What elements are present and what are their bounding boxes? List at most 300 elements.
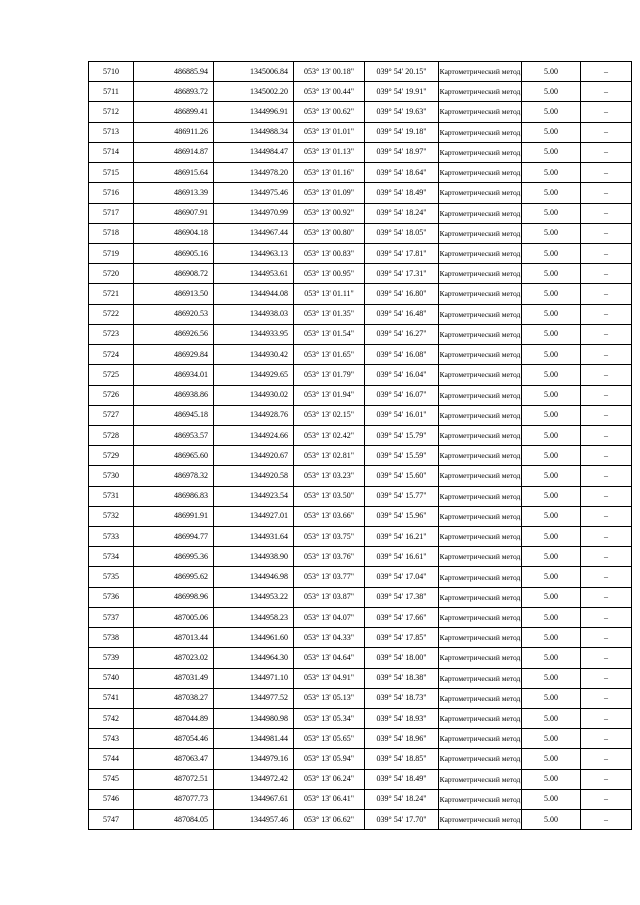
table-row: [89, 365, 632, 385]
accuracy-cell: 5.00: [522, 749, 581, 769]
latitude-cell: 053° 13' 02.42": [294, 425, 365, 445]
longitude-cell: 039° 54' 18.38": [365, 668, 439, 688]
note-cell: –: [581, 709, 632, 729]
longitude-cell: 039° 54' 15.77": [365, 486, 439, 506]
x-coordinate-cell: 486908.72: [134, 264, 214, 284]
longitude-cell: 039° 54' 16.80": [365, 284, 439, 304]
note-cell: –: [581, 810, 632, 830]
latitude-cell: 053° 13' 01.94": [294, 385, 365, 405]
x-coordinate-cell: 486938.86: [134, 385, 214, 405]
y-coordinate-cell: 1344963.13: [214, 243, 294, 263]
accuracy-cell: 5.00: [522, 385, 581, 405]
y-coordinate-cell: 1344977.52: [214, 688, 294, 708]
table-row: [89, 567, 632, 587]
method-cell: Картометрический метод: [439, 446, 522, 466]
x-coordinate-cell: 487023.02: [134, 648, 214, 668]
method-cell: Картометрический метод: [439, 668, 522, 688]
accuracy-cell: 5.00: [522, 425, 581, 445]
x-coordinate-cell: 487054.46: [134, 729, 214, 749]
coordinates-table: [88, 61, 632, 830]
latitude-cell: 053° 13' 00.44": [294, 82, 365, 102]
y-coordinate-cell: 1344928.76: [214, 405, 294, 425]
note-cell: –: [581, 223, 632, 243]
latitude-cell: 053° 13' 04.91": [294, 668, 365, 688]
method-cell: Картометрический метод: [439, 82, 522, 102]
x-coordinate-cell: 486986.83: [134, 486, 214, 506]
longitude-cell: 039° 54' 16.07": [365, 385, 439, 405]
x-coordinate-cell: 486920.53: [134, 304, 214, 324]
x-coordinate-cell: 486978.32: [134, 466, 214, 486]
y-coordinate-cell: 1344927.01: [214, 506, 294, 526]
accuracy-cell: 5.00: [522, 688, 581, 708]
y-coordinate-cell: 1344984.47: [214, 142, 294, 162]
method-cell: Картометрический метод: [439, 365, 522, 385]
y-coordinate-cell: 1344938.90: [214, 547, 294, 567]
x-coordinate-cell: 486934.01: [134, 365, 214, 385]
accuracy-cell: 5.00: [522, 183, 581, 203]
y-coordinate-cell: 1344961.60: [214, 628, 294, 648]
latitude-cell: 053° 13' 06.24": [294, 769, 365, 789]
table-row: [89, 547, 632, 567]
method-cell: Картометрический метод: [439, 709, 522, 729]
point-number-cell: 5735: [89, 567, 134, 587]
x-coordinate-cell: 487077.73: [134, 789, 214, 809]
point-number-cell: 5722: [89, 304, 134, 324]
table-row: [89, 749, 632, 769]
latitude-cell: 053° 13' 00.18": [294, 62, 365, 82]
y-coordinate-cell: 1344920.67: [214, 446, 294, 466]
longitude-cell: 039° 54' 18.24": [365, 203, 439, 223]
method-cell: Картометрический метод: [439, 243, 522, 263]
latitude-cell: 053° 13' 02.81": [294, 446, 365, 466]
accuracy-cell: 5.00: [522, 203, 581, 223]
note-cell: –: [581, 446, 632, 466]
y-coordinate-cell: 1344929.65: [214, 365, 294, 385]
y-coordinate-cell: 1344971.10: [214, 668, 294, 688]
table-row: [89, 223, 632, 243]
longitude-cell: 039° 54' 18.85": [365, 749, 439, 769]
longitude-cell: 039° 54' 18.93": [365, 709, 439, 729]
note-cell: –: [581, 769, 632, 789]
longitude-cell: 039° 54' 19.63": [365, 102, 439, 122]
table-row: [89, 203, 632, 223]
y-coordinate-cell: 1344930.42: [214, 345, 294, 365]
y-coordinate-cell: 1344924.66: [214, 425, 294, 445]
latitude-cell: 053° 13' 03.50": [294, 486, 365, 506]
latitude-cell: 053° 13' 04.64": [294, 648, 365, 668]
longitude-cell: 039° 54' 15.79": [365, 425, 439, 445]
accuracy-cell: 5.00: [522, 446, 581, 466]
accuracy-cell: 5.00: [522, 789, 581, 809]
accuracy-cell: 5.00: [522, 264, 581, 284]
table-row: [89, 486, 632, 506]
longitude-cell: 039° 54' 15.60": [365, 466, 439, 486]
longitude-cell: 039° 54' 18.97": [365, 142, 439, 162]
table-row: [89, 183, 632, 203]
latitude-cell: 053° 13' 06.41": [294, 789, 365, 809]
y-coordinate-cell: 1344988.34: [214, 122, 294, 142]
point-number-cell: 5742: [89, 709, 134, 729]
x-coordinate-cell: 487044.89: [134, 709, 214, 729]
accuracy-cell: 5.00: [522, 587, 581, 607]
accuracy-cell: 5.00: [522, 243, 581, 263]
method-cell: Картометрический метод: [439, 223, 522, 243]
latitude-cell: 053° 13' 00.92": [294, 203, 365, 223]
latitude-cell: 053° 13' 04.07": [294, 607, 365, 627]
accuracy-cell: 5.00: [522, 769, 581, 789]
latitude-cell: 053° 13' 00.95": [294, 264, 365, 284]
x-coordinate-cell: 487063.47: [134, 749, 214, 769]
point-number-cell: 5739: [89, 648, 134, 668]
point-number-cell: 5745: [89, 769, 134, 789]
y-coordinate-cell: 1344958.23: [214, 607, 294, 627]
point-number-cell: 5721: [89, 284, 134, 304]
point-number-cell: 5744: [89, 749, 134, 769]
table-row: [89, 385, 632, 405]
x-coordinate-cell: 486913.50: [134, 284, 214, 304]
method-cell: Картометрический метод: [439, 466, 522, 486]
table-row: [89, 264, 632, 284]
point-number-cell: 5716: [89, 183, 134, 203]
y-coordinate-cell: 1344953.61: [214, 264, 294, 284]
x-coordinate-cell: 486904.18: [134, 223, 214, 243]
table-row: [89, 122, 632, 142]
x-coordinate-cell: 486995.62: [134, 567, 214, 587]
method-cell: Картометрический метод: [439, 789, 522, 809]
table-row: [89, 729, 632, 749]
method-cell: Картометрический метод: [439, 142, 522, 162]
method-cell: Картометрический метод: [439, 486, 522, 506]
longitude-cell: 039° 54' 19.91": [365, 82, 439, 102]
y-coordinate-cell: 1344967.61: [214, 789, 294, 809]
latitude-cell: 053° 13' 01.54": [294, 324, 365, 344]
point-number-cell: 5710: [89, 62, 134, 82]
x-coordinate-cell: 486953.57: [134, 425, 214, 445]
method-cell: Картометрический метод: [439, 810, 522, 830]
longitude-cell: 039° 54' 17.38": [365, 587, 439, 607]
y-coordinate-cell: 1344967.44: [214, 223, 294, 243]
longitude-cell: 039° 54' 18.64": [365, 163, 439, 183]
x-coordinate-cell: 486905.16: [134, 243, 214, 263]
x-coordinate-cell: 486926.56: [134, 324, 214, 344]
note-cell: –: [581, 203, 632, 223]
y-coordinate-cell: 1344938.03: [214, 304, 294, 324]
table-row: [89, 668, 632, 688]
longitude-cell: 039° 54' 16.21": [365, 527, 439, 547]
longitude-cell: 039° 54' 16.61": [365, 547, 439, 567]
longitude-cell: 039° 54' 16.48": [365, 304, 439, 324]
x-coordinate-cell: 486998.96: [134, 587, 214, 607]
table-row: [89, 527, 632, 547]
x-coordinate-cell: 487084.05: [134, 810, 214, 830]
accuracy-cell: 5.00: [522, 62, 581, 82]
y-coordinate-cell: 1344930.02: [214, 385, 294, 405]
point-number-cell: 5734: [89, 547, 134, 567]
point-number-cell: 5736: [89, 587, 134, 607]
table-row: [89, 587, 632, 607]
point-number-cell: 5733: [89, 527, 134, 547]
table-row: [89, 324, 632, 344]
y-coordinate-cell: 1344979.16: [214, 749, 294, 769]
note-cell: –: [581, 749, 632, 769]
longitude-cell: 039° 54' 18.73": [365, 688, 439, 708]
table-row: [89, 345, 632, 365]
latitude-cell: 053° 13' 01.01": [294, 122, 365, 142]
latitude-cell: 053° 13' 03.66": [294, 506, 365, 526]
method-cell: Картометрический метод: [439, 425, 522, 445]
method-cell: Картометрический метод: [439, 405, 522, 425]
point-number-cell: 5713: [89, 122, 134, 142]
note-cell: –: [581, 243, 632, 263]
table-row: [89, 648, 632, 668]
longitude-cell: 039° 54' 15.59": [365, 446, 439, 466]
table-row: [89, 142, 632, 162]
latitude-cell: 053° 13' 00.80": [294, 223, 365, 243]
note-cell: –: [581, 345, 632, 365]
note-cell: –: [581, 324, 632, 344]
point-number-cell: 5720: [89, 264, 134, 284]
x-coordinate-cell: 487072.51: [134, 769, 214, 789]
y-coordinate-cell: 1344972.42: [214, 769, 294, 789]
method-cell: Картометрический метод: [439, 628, 522, 648]
latitude-cell: 053° 13' 03.23": [294, 466, 365, 486]
method-cell: Картометрический метод: [439, 648, 522, 668]
x-coordinate-cell: 487031.49: [134, 668, 214, 688]
latitude-cell: 053° 13' 05.34": [294, 709, 365, 729]
y-coordinate-cell: 1344978.20: [214, 163, 294, 183]
longitude-cell: 039° 54' 17.85": [365, 628, 439, 648]
longitude-cell: 039° 54' 15.96": [365, 506, 439, 526]
latitude-cell: 053° 13' 00.83": [294, 243, 365, 263]
method-cell: Картометрический метод: [439, 587, 522, 607]
longitude-cell: 039° 54' 17.66": [365, 607, 439, 627]
y-coordinate-cell: 1344970.99: [214, 203, 294, 223]
note-cell: –: [581, 163, 632, 183]
point-number-cell: 5712: [89, 102, 134, 122]
note-cell: –: [581, 688, 632, 708]
longitude-cell: 039° 54' 18.49": [365, 183, 439, 203]
latitude-cell: 053° 13' 01.13": [294, 142, 365, 162]
table-row: [89, 688, 632, 708]
point-number-cell: 5730: [89, 466, 134, 486]
point-number-cell: 5747: [89, 810, 134, 830]
latitude-cell: 053° 13' 03.76": [294, 547, 365, 567]
table-row: [89, 243, 632, 263]
note-cell: –: [581, 567, 632, 587]
method-cell: Картометрический метод: [439, 688, 522, 708]
x-coordinate-cell: 486965.60: [134, 446, 214, 466]
point-number-cell: 5719: [89, 243, 134, 263]
accuracy-cell: 5.00: [522, 365, 581, 385]
longitude-cell: 039° 54' 17.31": [365, 264, 439, 284]
method-cell: Картометрический метод: [439, 62, 522, 82]
latitude-cell: 053° 13' 03.77": [294, 567, 365, 587]
table-row: [89, 810, 632, 830]
accuracy-cell: 5.00: [522, 163, 581, 183]
x-coordinate-cell: 486885.94: [134, 62, 214, 82]
point-number-cell: 5717: [89, 203, 134, 223]
x-coordinate-cell: 486914.87: [134, 142, 214, 162]
method-cell: Картометрический метод: [439, 122, 522, 142]
point-number-cell: 5726: [89, 385, 134, 405]
method-cell: Картометрический метод: [439, 304, 522, 324]
longitude-cell: 039° 54' 16.08": [365, 345, 439, 365]
accuracy-cell: 5.00: [522, 486, 581, 506]
note-cell: –: [581, 365, 632, 385]
y-coordinate-cell: 1344920.58: [214, 466, 294, 486]
latitude-cell: 053° 13' 05.13": [294, 688, 365, 708]
accuracy-cell: 5.00: [522, 82, 581, 102]
table-row: [89, 769, 632, 789]
point-number-cell: 5740: [89, 668, 134, 688]
table-row: [89, 82, 632, 102]
method-cell: Картометрический метод: [439, 102, 522, 122]
note-cell: –: [581, 607, 632, 627]
method-cell: Картометрический метод: [439, 183, 522, 203]
method-cell: Картометрический метод: [439, 567, 522, 587]
note-cell: –: [581, 628, 632, 648]
y-coordinate-cell: 1344946.98: [214, 567, 294, 587]
accuracy-cell: 5.00: [522, 709, 581, 729]
longitude-cell: 039° 54' 18.05": [365, 223, 439, 243]
accuracy-cell: 5.00: [522, 223, 581, 243]
method-cell: Картометрический метод: [439, 324, 522, 344]
point-number-cell: 5741: [89, 688, 134, 708]
accuracy-cell: 5.00: [522, 345, 581, 365]
accuracy-cell: 5.00: [522, 668, 581, 688]
table-row: [89, 62, 632, 82]
longitude-cell: 039° 54' 19.18": [365, 122, 439, 142]
table-row: [89, 102, 632, 122]
y-coordinate-cell: 1344975.46: [214, 183, 294, 203]
x-coordinate-cell: 487038.27: [134, 688, 214, 708]
method-cell: Картометрический метод: [439, 527, 522, 547]
method-cell: Картометрический метод: [439, 345, 522, 365]
y-coordinate-cell: 1345006.84: [214, 62, 294, 82]
accuracy-cell: 5.00: [522, 405, 581, 425]
accuracy-cell: 5.00: [522, 527, 581, 547]
note-cell: –: [581, 183, 632, 203]
method-cell: Картометрический метод: [439, 385, 522, 405]
x-coordinate-cell: 487005.06: [134, 607, 214, 627]
y-coordinate-cell: 1344996.91: [214, 102, 294, 122]
table-row: [89, 304, 632, 324]
y-coordinate-cell: 1344953.22: [214, 587, 294, 607]
method-cell: Картометрический метод: [439, 163, 522, 183]
point-number-cell: 5714: [89, 142, 134, 162]
table-row: [89, 425, 632, 445]
x-coordinate-cell: 486945.18: [134, 405, 214, 425]
table-row: [89, 789, 632, 809]
method-cell: Картометрический метод: [439, 729, 522, 749]
point-number-cell: 5711: [89, 82, 134, 102]
y-coordinate-cell: 1344944.08: [214, 284, 294, 304]
x-coordinate-cell: 487013.44: [134, 628, 214, 648]
note-cell: –: [581, 304, 632, 324]
latitude-cell: 053° 13' 03.87": [294, 587, 365, 607]
note-cell: –: [581, 264, 632, 284]
x-coordinate-cell: 486915.64: [134, 163, 214, 183]
note-cell: –: [581, 587, 632, 607]
y-coordinate-cell: 1344931.64: [214, 527, 294, 547]
longitude-cell: 039° 54' 17.04": [365, 567, 439, 587]
note-cell: –: [581, 729, 632, 749]
note-cell: –: [581, 648, 632, 668]
method-cell: Картометрический метод: [439, 607, 522, 627]
table-row: [89, 607, 632, 627]
table-row: [89, 163, 632, 183]
point-number-cell: 5731: [89, 486, 134, 506]
point-number-cell: 5746: [89, 789, 134, 809]
note-cell: –: [581, 284, 632, 304]
accuracy-cell: 5.00: [522, 324, 581, 344]
x-coordinate-cell: 486929.84: [134, 345, 214, 365]
point-number-cell: 5732: [89, 506, 134, 526]
latitude-cell: 053° 13' 05.94": [294, 749, 365, 769]
table-row: [89, 628, 632, 648]
table-row: [89, 466, 632, 486]
x-coordinate-cell: 486995.36: [134, 547, 214, 567]
y-coordinate-cell: 1344981.44: [214, 729, 294, 749]
note-cell: –: [581, 547, 632, 567]
method-cell: Картометрический метод: [439, 749, 522, 769]
latitude-cell: 053° 13' 06.62": [294, 810, 365, 830]
latitude-cell: 053° 13' 03.75": [294, 527, 365, 547]
note-cell: –: [581, 385, 632, 405]
method-cell: Картометрический метод: [439, 547, 522, 567]
longitude-cell: 039° 54' 16.04": [365, 365, 439, 385]
longitude-cell: 039° 54' 18.00": [365, 648, 439, 668]
note-cell: –: [581, 82, 632, 102]
latitude-cell: 053° 13' 05.65": [294, 729, 365, 749]
note-cell: –: [581, 789, 632, 809]
note-cell: –: [581, 527, 632, 547]
latitude-cell: 053° 13' 01.16": [294, 163, 365, 183]
method-cell: Картометрический метод: [439, 264, 522, 284]
note-cell: –: [581, 466, 632, 486]
x-coordinate-cell: 486994.77: [134, 527, 214, 547]
accuracy-cell: 5.00: [522, 284, 581, 304]
x-coordinate-cell: 486907.91: [134, 203, 214, 223]
method-cell: Картометрический метод: [439, 203, 522, 223]
y-coordinate-cell: 1344964.30: [214, 648, 294, 668]
accuracy-cell: 5.00: [522, 810, 581, 830]
accuracy-cell: 5.00: [522, 567, 581, 587]
longitude-cell: 039° 54' 17.70": [365, 810, 439, 830]
y-coordinate-cell: 1344933.95: [214, 324, 294, 344]
accuracy-cell: 5.00: [522, 607, 581, 627]
latitude-cell: 053° 13' 02.15": [294, 405, 365, 425]
accuracy-cell: 5.00: [522, 466, 581, 486]
point-number-cell: 5738: [89, 628, 134, 648]
x-coordinate-cell: 486899.41: [134, 102, 214, 122]
longitude-cell: 039° 54' 18.96": [365, 729, 439, 749]
accuracy-cell: 5.00: [522, 547, 581, 567]
point-number-cell: 5724: [89, 345, 134, 365]
longitude-cell: 039° 54' 16.01": [365, 405, 439, 425]
longitude-cell: 039° 54' 20.15": [365, 62, 439, 82]
table-row: [89, 709, 632, 729]
x-coordinate-cell: 486911.26: [134, 122, 214, 142]
note-cell: –: [581, 425, 632, 445]
table-row: [89, 405, 632, 425]
method-cell: Картометрический метод: [439, 769, 522, 789]
y-coordinate-cell: 1344923.54: [214, 486, 294, 506]
latitude-cell: 053° 13' 01.65": [294, 345, 365, 365]
point-number-cell: 5728: [89, 425, 134, 445]
latitude-cell: 053° 13' 01.79": [294, 365, 365, 385]
table-row: [89, 446, 632, 466]
